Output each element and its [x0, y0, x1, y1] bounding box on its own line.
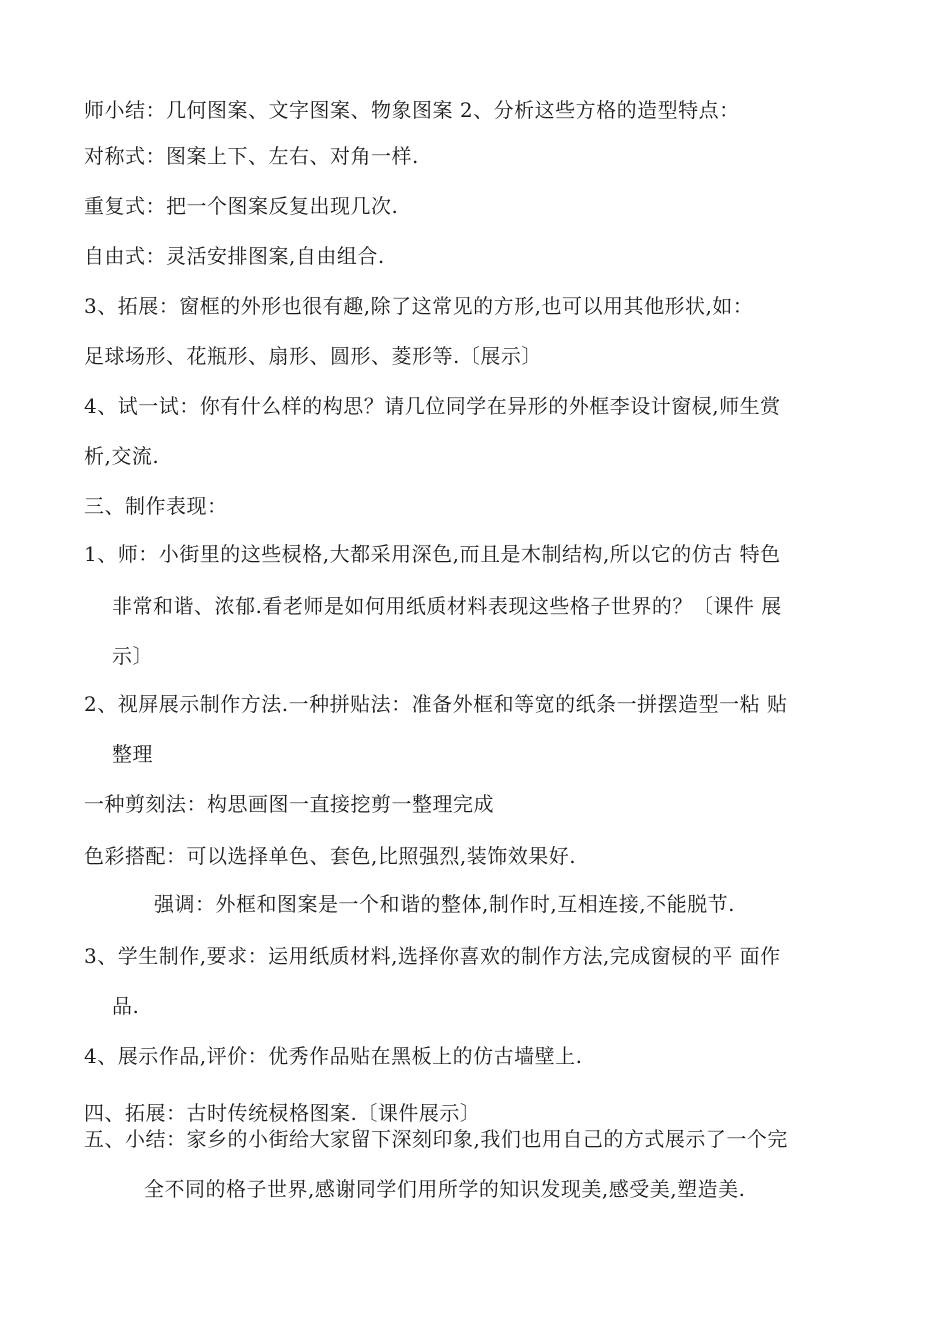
- section-five-line-cont: 全不同的格子世界,感谢同学们用所学的知识发现美,感受美,塑造美.: [144, 1177, 746, 1201]
- summary-line: 师小结：几何图案、文字图案、物象图案 2、分析这些方格的造型特点：: [84, 98, 740, 122]
- student-making-line-cont: 品.: [112, 994, 140, 1018]
- symmetric-style-line: 对称式：图案上下、左右、对角一样.: [84, 144, 419, 168]
- section-five-heading: 五、小结：家乡的小街给大家留下深刻印象,我们也用自己的方式展示了一个完: [84, 1127, 788, 1151]
- repeat-style-line: 重复式：把一个图案反复出现几次.: [84, 194, 399, 218]
- try-it-line: 4、试一试：你有什么样的构思？请几位同学在异形的外框李设计窗棂,师生赏: [84, 394, 781, 418]
- section-three-heading: 三、制作表现：: [84, 494, 228, 518]
- emphasis-line: 强调：外框和图案是一个和谐的整体,制作时,互相连接,不能脱节.: [154, 892, 735, 916]
- color-matching-line: 色彩搭配：可以选择单色、套色,比照强烈,装饰效果好.: [84, 844, 577, 868]
- try-it-line-cont: 析,交流.: [84, 444, 160, 468]
- cut-method-line: 一种剪刻法：构思画图一直接挖剪一整理完成: [84, 792, 494, 816]
- teacher-step-line-end: 示〕: [112, 644, 153, 668]
- teacher-step-line-cont: 非常和谐、浓郁.看老师是如何用纸质材料表现这些格子世界的？〔课件 展: [112, 594, 782, 618]
- video-method-line-cont: 整理: [112, 742, 153, 766]
- free-style-line: 自由式：灵活安排图案,自由组合.: [84, 244, 385, 268]
- extension-line: 3、拓展：窗框的外形也很有趣,除了这常见的方形,也可以用其他形状,如：: [84, 294, 754, 318]
- shapes-line: 足球场形、花瓶形、扇形、圆形、菱形等.〔展示〕: [84, 344, 542, 368]
- video-method-line: 2、视屏展示制作方法.一种拼贴法：准备外框和等宽的纸条一拼摆造型一粘 贴: [84, 692, 788, 716]
- section-four-heading: 四、拓展：古时传统棂格图案.〔课件展示〕: [84, 1101, 481, 1125]
- display-works-line: 4、展示作品,评价：优秀作品贴在黑板上的仿古墙壁上.: [84, 1044, 583, 1068]
- student-making-line: 3、学生制作,要求：运用纸质材料,选择你喜欢的制作方法,完成窗棂的平 面作: [84, 944, 781, 968]
- teacher-step-line: 1、师：小街里的这些棂格,大都采用深色,而且是木制结构,所以它的仿古 特色: [84, 542, 781, 566]
